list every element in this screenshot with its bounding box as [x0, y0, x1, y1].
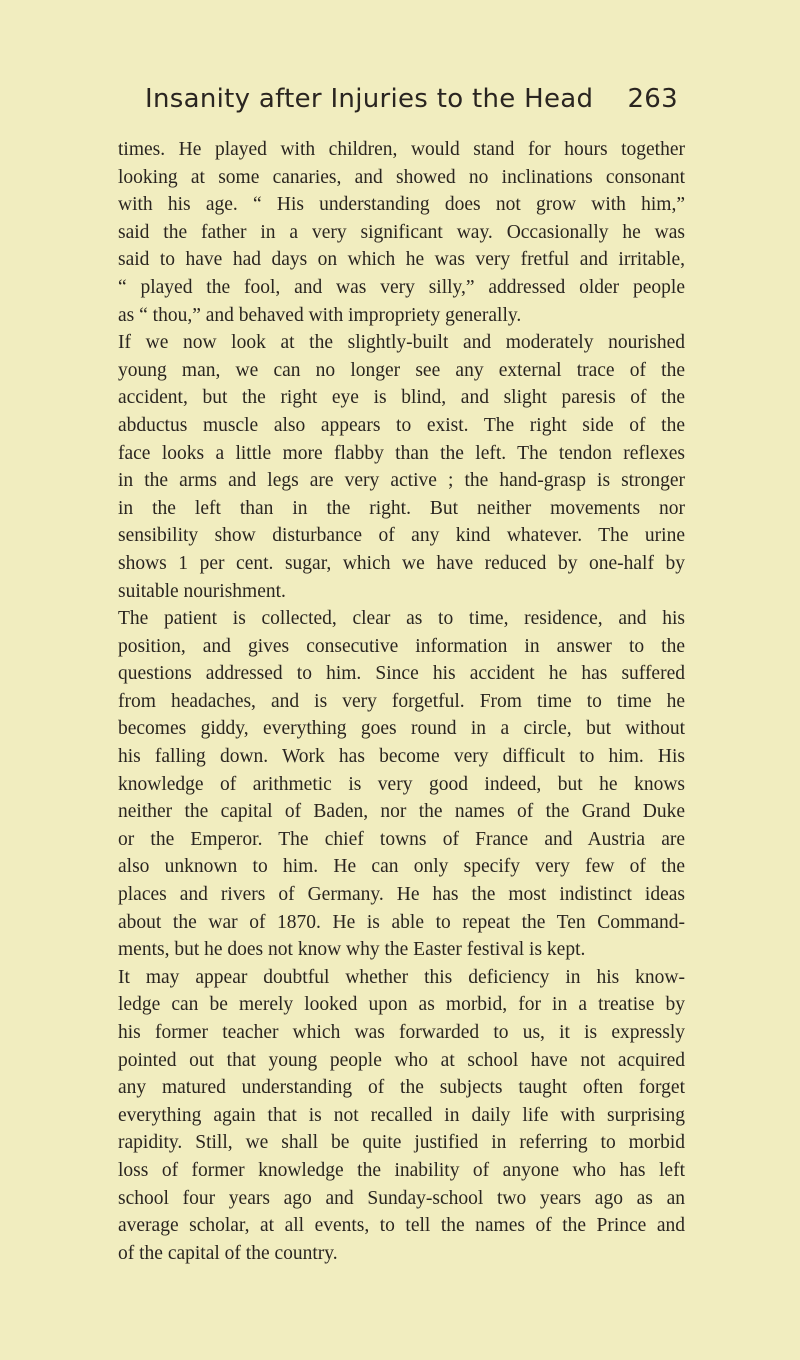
running-head-title: Insanity after Injuries to the Head — [145, 84, 594, 114]
running-head — [118, 84, 678, 124]
text-line: from headaches, and is very forgetful. From time to time he — [118, 690, 685, 712]
text-line: It may appear doubtful whether this deficiency in his know- — [118, 966, 685, 988]
text-line: his falling down. Work has become very difficult to him. His — [118, 746, 685, 768]
text-line: loss of former knowledge the inability of anyone who has left — [118, 1159, 685, 1181]
text-line: times. He played with children, would stand for hours together — [118, 139, 685, 160]
text-line: If we now look at the slightly-built and moderately nourished — [118, 332, 685, 354]
text-line: also unknown to him. He can only specify very few of the — [118, 856, 685, 878]
text-line: said the father in a very significant way. Occasionally he was — [118, 221, 685, 243]
text-line: sensibility show disturbance of any kind whatever. The urine — [118, 525, 685, 547]
text-line: said to have had days on which he was very fretful and irritable, — [118, 249, 685, 271]
text-line: about the war of 1870. He is able to repeat the Ten Command- — [118, 911, 685, 933]
text-line: in the arms and legs are very active ; the hand-grasp is stronger — [118, 470, 685, 492]
text-line: average scholar, at all events, to tell the names of the Prince and — [118, 1215, 685, 1237]
text-line: face looks a little more flabby than the left. The tendon reflexes — [118, 442, 685, 464]
body-text — [118, 136, 685, 1267]
text-line: rapidity. Still, we shall be quite justified in referring to morbid — [118, 1132, 685, 1154]
text-line: ledge can be merely looked upon as morbid, for in a treatise by — [118, 994, 685, 1016]
text-line: his former teacher which was forwarded to us, it is expressly — [118, 1022, 685, 1043]
text-line: suitable nourishment. — [118, 580, 286, 602]
text-line: position, and gives consecutive information in answer to the — [118, 635, 685, 657]
text-line: becomes giddy, everything goes round in a circle, but without — [118, 718, 685, 740]
text-line: school four years ago and Sunday-school two years ago as an — [118, 1187, 685, 1209]
paragraph — [118, 329, 685, 605]
text-line: accident, but the right eye is blind, and slight paresis of the — [118, 387, 685, 409]
text-line: abductus muscle also appears to exist. The right side of the — [118, 414, 685, 436]
text-line: with his age. “ His understanding does not grow with him,” — [118, 194, 685, 216]
text-line: neither the capital of Baden, nor the names of the Grand Duke — [118, 801, 685, 823]
page-number: 263 — [627, 84, 678, 114]
text-line: or the Emperor. The chief towns of France and Austria are — [118, 828, 685, 850]
text-line: knowledge of arithmetic is very good indeed, but he knows — [118, 773, 685, 795]
text-line: everything again that is not recalled in daily life with surprising — [118, 1104, 685, 1126]
text-line: of the capital of the country. — [118, 1242, 338, 1264]
text-line: questions addressed to him. Since his accident he has suffered — [118, 663, 685, 685]
text-line: pointed out that young people who at school have not acquired — [118, 1049, 685, 1071]
text-line: ments, but he does not know why the Easter festival is kept. — [118, 939, 586, 961]
text-line: young man, we can no longer see any external trace of the — [118, 359, 685, 381]
text-line: The patient is collected, clear as to time, residence, and his — [118, 608, 685, 630]
paragraph — [118, 605, 685, 964]
text-line: places and rivers of Germany. He has the most indistinct ideas — [118, 884, 685, 906]
paragraph — [118, 136, 685, 329]
text-line: “ played the fool, and was very silly,” addressed older people — [118, 276, 685, 298]
text-line: as “ thou,” and behaved with impropriety generally. — [118, 304, 522, 326]
paragraph — [118, 964, 685, 1268]
text-line: looking at some canaries, and showed no inclinations consonant — [118, 166, 685, 188]
text-line: shows 1 per cent. sugar, which we have reduced by one-half by — [118, 552, 685, 574]
text-line: in the left than in the right. But neither movements nor — [118, 497, 685, 519]
text-line: any matured understanding of the subjects taught often forget — [118, 1077, 685, 1099]
